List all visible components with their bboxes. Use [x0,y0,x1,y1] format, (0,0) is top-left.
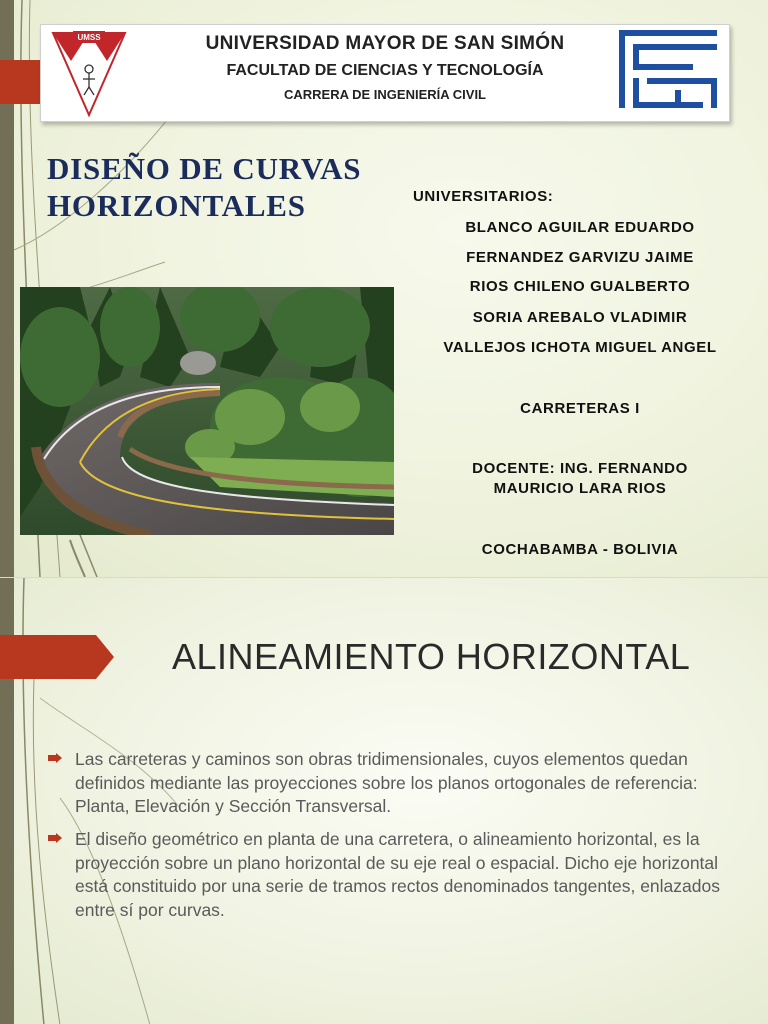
student-2: FERNANDEZ GARVIZU JAIME [466,249,694,266]
student-4: SORIA AREBALO VLADIMIR [472,309,688,326]
presentation-title [47,150,361,224]
faculty-name: FACULTAD DE CIENCIAS Y TECNOLOGÍA [226,62,544,79]
arrow-bullet-icon [48,753,62,763]
students-label: UNIVERSITARIOS: [413,188,554,205]
teacher-line-2: MAURICIO LARA RIOS [493,480,667,497]
red-arrow-marker [0,635,114,679]
bullet-text-1: Las carreteras y caminos son obras tridimensionales, cuyos elementos quedan definidos mediante las proyecciones sobre los planos ortogonales de referencia: Planta, Elevación y Sección Transversal. [75,749,698,816]
location: COCHABAMBA - BOLIVIA [481,541,679,558]
career-name: CARRERA DE INGENIERÍA CIVIL [284,87,486,102]
university-name: UNIVERSIDAD MAYOR DE SAN SIMÓN [205,33,565,54]
university-header [40,24,730,122]
umss-logo-label: UMSS [77,33,101,42]
arrow-bullet-icon [48,833,62,843]
section-title: ALINEAMIENTO HORIZONTAL [172,636,691,677]
teacher-line-1: DOCENTE: ING. FERNANDO [472,460,688,477]
student-5: VALLEJOS ICHOTA MIGUEL ANGEL [443,339,717,356]
content-slide [0,577,768,1024]
curved-road-photo [20,287,394,535]
fcyt-logo-icon [619,30,717,108]
red-tab-marker [0,60,40,104]
course-name: CARRETERAS I [520,400,640,417]
bullet-text-2: El diseño geométrico en planta de una carretera, o alineamiento horizontal, es la proyección sobre un plano horizontal de su eje real o espacial. Dicho eje horizontal está constituido por una serie de tramos rectos denominados tangentes, enlazados entre sí por curvas. [75,829,720,920]
title-line-2: HORIZONTALES [47,188,306,223]
student-1: BLANCO AGUILAR EDUARDO [465,219,695,236]
title-line-1: DISEÑO DE CURVAS [47,151,362,186]
student-3: RIOS CHILENO GUALBERTO [469,278,691,295]
